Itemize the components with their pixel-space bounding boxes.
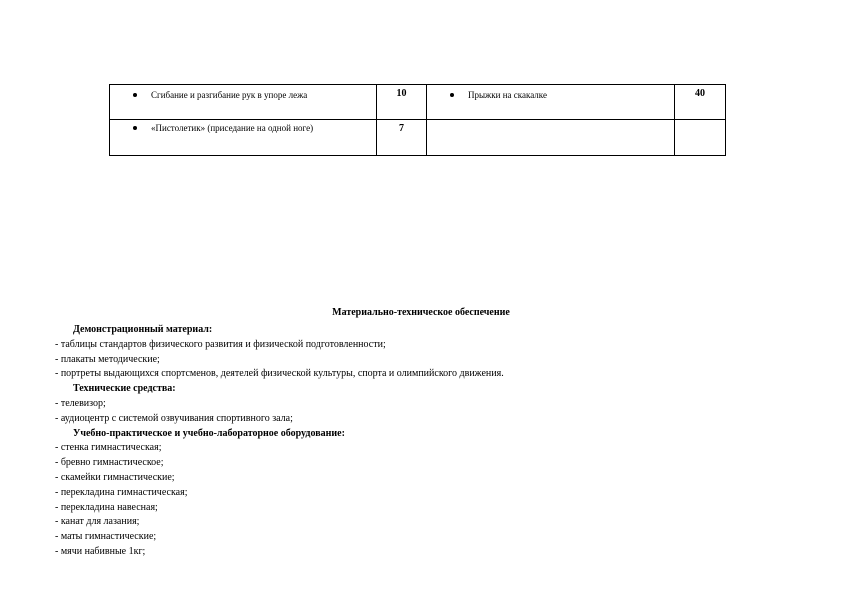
equipment-list [55,323,504,560]
exercise-table [109,84,726,156]
exercise-value: 40 [675,85,726,120]
subheading: Технические средства: [73,383,176,395]
list-item: - таблицы стандартов физического развития и физической подготовленности; [55,338,386,350]
exercise-label: Сгибание и разгибание рук в упоре лежа [151,90,308,100]
bullet-icon [133,93,137,97]
list-item: - бревно гимнастическое; [55,457,164,469]
table-row [110,85,726,120]
exercise-cell [427,120,675,156]
list-item: - мячи набивные 1кг; [55,545,146,557]
list-item: - перекладина навесная; [55,501,158,513]
list-item: - аудиоцентр с системой озвучивания спортивного зала; [55,412,293,424]
list-item: - стенка гимнастическая; [55,442,162,454]
bullet-icon [133,126,137,130]
exercise-cell [110,85,377,120]
exercise-value [675,120,726,156]
list-item: - перекладина гимнастическая; [55,486,188,498]
subheading: Учебно-практическое и учебно-лабораторное оборудование: [73,427,345,439]
exercise-value: 7 [377,120,427,156]
list-item: - телевизор; [55,397,106,409]
exercise-label: Прыжки на скакалке [468,90,547,100]
section-heading: Материально-техническое обеспечение [332,307,510,318]
exercise-cell [427,85,675,120]
list-item: - скамейки гимнастические; [55,471,175,483]
bullet-icon [450,93,454,97]
list-item: - портреты выдающихся спортсменов, деятелей физической культуры, спорта и олимпийского движения. [55,368,504,380]
exercise-cell [110,120,377,156]
list-item: - плакаты методические; [55,353,160,365]
subheading: Демонстрационный материал: [73,324,213,335]
exercise-value: 10 [377,85,427,120]
exercise-label: «Пистолетик» (приседание на одной ноге) [151,123,314,133]
list-item: - маты гимнастические; [55,531,157,543]
list-item: - канат для лазания; [55,516,140,528]
table-row [110,120,726,156]
